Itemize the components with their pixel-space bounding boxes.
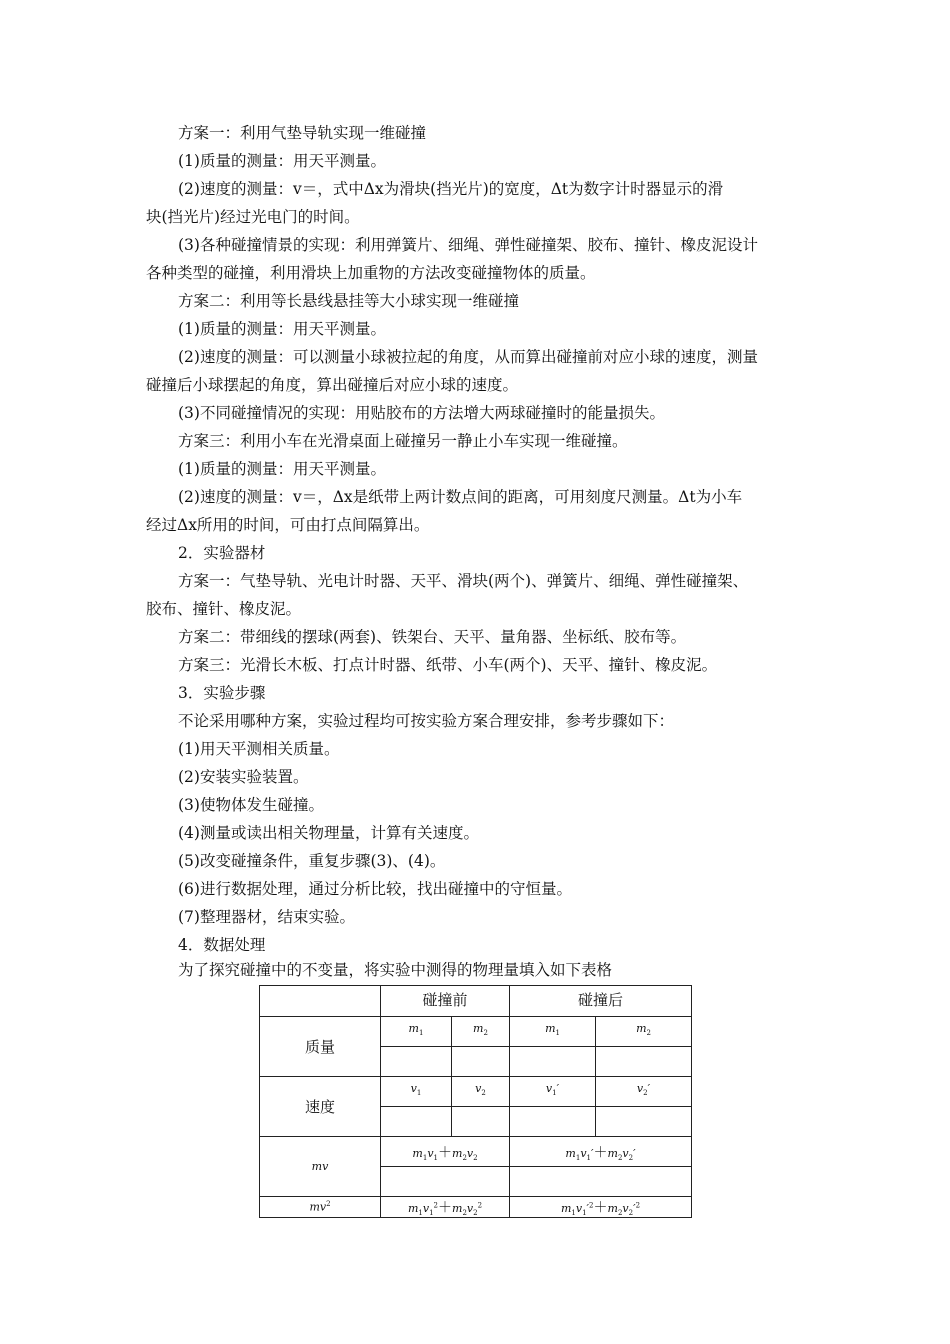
empty-cell xyxy=(596,1047,692,1077)
row-label-mv: mv xyxy=(260,1137,381,1197)
text-line: (1)质量的测量：用天平测量。 xyxy=(178,460,386,478)
text-line: 碰撞后小球摆起的角度，算出碰撞后对应小球的速度。 xyxy=(146,376,519,394)
cell-m1-after: $m_1$ xyxy=(510,1017,596,1047)
text-line: (6)进行数据处理，通过分析比较，找出碰撞中的守恒量。 xyxy=(178,880,572,898)
header-before: 碰撞前 xyxy=(381,986,510,1017)
cell-v2-prime: $v_2'$ xyxy=(596,1077,692,1107)
text-line: (1)质量的测量：用天平测量。 xyxy=(178,152,386,170)
text-line: (1)用天平测相关质量。 xyxy=(178,740,340,758)
text-line: (3)使物体发生碰撞。 xyxy=(178,796,324,814)
data-table xyxy=(259,985,692,1218)
cell-v1-prime: $v_1'$ xyxy=(510,1077,596,1107)
text-line: 方案一：气垫导轨、光电计时器、天平、滑块(两个)、弹簧片、细绳、弹性碰撞架、 xyxy=(178,572,749,590)
text-line: 方案二：利用等长悬线悬挂等大小球实现一维碰撞 xyxy=(178,292,520,310)
empty-cell xyxy=(381,1167,510,1197)
empty-cell xyxy=(452,1047,510,1077)
text-line: (2)速度的测量：可以测量小球被拉起的角度，从而算出碰撞前对应小球的速度，测量 xyxy=(178,348,758,366)
empty-cell xyxy=(510,1167,692,1197)
text-line: 各种类型的碰撞，利用滑块上加重物的方法改变碰撞物体的质量。 xyxy=(146,264,596,282)
text-line: 胶布、撞针、橡皮泥。 xyxy=(146,600,302,618)
text-line: (7)整理器材，结束实验。 xyxy=(178,908,355,926)
text-line: 不论采用哪种方案，实验过程均可按实验方案合理安排，参考步骤如下： xyxy=(178,712,675,730)
table-corner-cell xyxy=(260,986,381,1017)
text-line: (5)改变碰撞条件，重复步骤(3)、(4)。 xyxy=(178,852,446,870)
cell-mv2-after: $m_1v_1'^2+m_2v_2'^2$ xyxy=(510,1197,692,1218)
text-line: 方案三：利用小车在光滑桌面上碰撞另一静止小车实现一维碰撞。 xyxy=(178,432,628,450)
cell-v1: $v_1$ xyxy=(381,1077,452,1107)
empty-cell xyxy=(381,1107,452,1137)
empty-cell xyxy=(381,1047,452,1077)
cell-mv-after: $m_1v_1'+m_2v_2'$ xyxy=(510,1137,692,1167)
text-line: 方案三：光滑长木板、打点计时器、纸带、小车(两个)、天平、撞针、橡皮泥。 xyxy=(178,656,718,674)
text-line: 方案一：利用气垫导轨实现一维碰撞 xyxy=(178,124,427,142)
cell-m2: $m_2$ xyxy=(452,1017,510,1047)
cell-m2-after: $m_2$ xyxy=(596,1017,692,1047)
text-line: 块(挡光片)经过光电门的时间。 xyxy=(146,208,360,226)
section-heading: 2．实验器材 xyxy=(178,544,266,562)
text-line: (2)速度的测量：v＝，式中Δx为滑块(挡光片)的宽度，Δt为数字计时器显示的滑 xyxy=(178,180,724,198)
text-line: (1)质量的测量：用天平测量。 xyxy=(178,320,386,338)
header-after: 碰撞后 xyxy=(510,986,692,1017)
cell-mv-before: $m_1v_1+m_2v_2$ xyxy=(381,1137,510,1167)
empty-cell xyxy=(596,1107,692,1137)
text-line: (2)安装实验装置。 xyxy=(178,768,309,786)
section-heading: 4．数据处理 xyxy=(178,936,266,954)
text-line: (3)各种碰撞情景的实现：利用弹簧片、细绳、弹性碰撞架、胶布、撞针、橡皮泥设计 xyxy=(178,236,758,254)
text-line: 经过Δx所用的时间，可由打点间隔算出。 xyxy=(146,516,430,534)
cell-v2: $v_2$ xyxy=(452,1077,510,1107)
cell-m1: $m_1$ xyxy=(381,1017,452,1047)
empty-cell xyxy=(510,1107,596,1137)
cell-mv2-before: $m_1v_1^2+m_2v_2^2$ xyxy=(381,1197,510,1218)
section-heading: 3．实验步骤 xyxy=(178,684,266,702)
row-label-mass: 质量 xyxy=(260,1017,381,1077)
text-line: 方案二：带细线的摆球(两套)、铁架台、天平、量角器、坐标纸、胶布等。 xyxy=(178,628,687,646)
row-label-speed: 速度 xyxy=(260,1077,381,1137)
empty-cell xyxy=(510,1047,596,1077)
text-line: 为了探究碰撞中的不变量，将实验中测得的物理量填入如下表格 xyxy=(178,961,613,979)
empty-cell xyxy=(452,1107,510,1137)
text-line: (4)测量或读出相关物理量，计算有关速度。 xyxy=(178,824,479,842)
text-line: (3)不同碰撞情况的实现：用贴胶布的方法增大两球碰撞时的能量损失。 xyxy=(178,404,665,422)
text-line: (2)速度的测量：v＝，Δx是纸带上两计数点间的距离，可用刻度尺测量。Δt为小车 xyxy=(178,488,743,506)
row-label-mv2: $mv^2$ xyxy=(260,1197,381,1218)
